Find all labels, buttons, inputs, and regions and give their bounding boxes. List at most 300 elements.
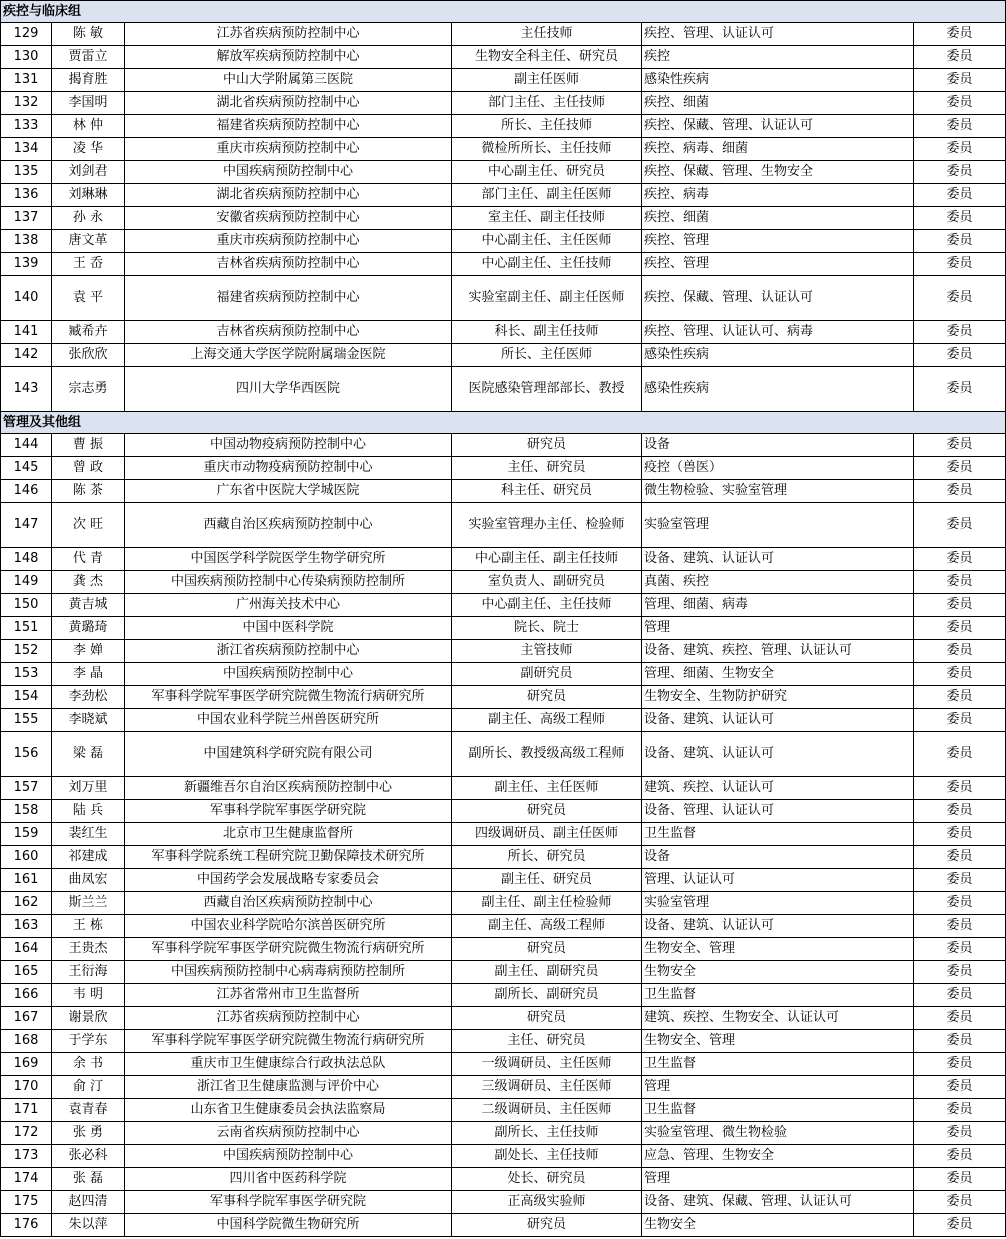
member-field: 疾控、管理 <box>642 253 914 276</box>
table-row <box>1 230 1006 253</box>
member-name: 揭育胜 <box>52 69 125 92</box>
member-field: 实验室管理 <box>642 503 914 548</box>
table-row <box>1 640 1006 663</box>
member-organization: 中国疾病预防控制中心 <box>125 1145 452 1168</box>
row-number: 156 <box>1 732 52 777</box>
member-name: 斯兰兰 <box>52 892 125 915</box>
member-position: 正高级实验师 <box>452 1191 642 1214</box>
member-field: 疾控 <box>642 46 914 69</box>
row-number: 146 <box>1 480 52 503</box>
table-row <box>1 1145 1006 1168</box>
member-field: 应急、管理、生物安全 <box>642 1145 914 1168</box>
member-field: 疾控、细菌 <box>642 207 914 230</box>
member-name: 李劲松 <box>52 686 125 709</box>
row-number: 130 <box>1 46 52 69</box>
row-number: 175 <box>1 1191 52 1214</box>
row-number: 150 <box>1 594 52 617</box>
member-role: 委员 <box>914 115 1006 138</box>
member-organization: 军事科学院军事医学研究院 <box>125 1191 452 1214</box>
row-number: 160 <box>1 846 52 869</box>
table-row <box>1 321 1006 344</box>
member-field: 疾控、病毒、细菌 <box>642 138 914 161</box>
member-role: 委员 <box>914 1191 1006 1214</box>
row-number: 174 <box>1 1168 52 1191</box>
member-position: 主管技师 <box>452 640 642 663</box>
row-number: 138 <box>1 230 52 253</box>
member-organization: 广州海关技术中心 <box>125 594 452 617</box>
member-name: 宗志勇 <box>52 367 125 412</box>
member-organization: 吉林省疾病预防控制中心 <box>125 321 452 344</box>
row-number: 157 <box>1 777 52 800</box>
row-number: 129 <box>1 23 52 46</box>
member-organization: 云南省疾病预防控制中心 <box>125 1122 452 1145</box>
member-name: 曲凤宏 <box>52 869 125 892</box>
member-role: 委员 <box>914 253 1006 276</box>
member-field: 生物安全、管理 <box>642 1030 914 1053</box>
member-organization: 福建省疾病预防控制中心 <box>125 115 452 138</box>
member-position: 所长、主任医师 <box>452 344 642 367</box>
member-field: 生物安全、生物防护研究 <box>642 686 914 709</box>
member-position: 处长、研究员 <box>452 1168 642 1191</box>
member-organization: 中国农业科学院兰州兽医研究所 <box>125 709 452 732</box>
member-role: 委员 <box>914 276 1006 321</box>
member-organization: 安徽省疾病预防控制中心 <box>125 207 452 230</box>
member-position: 三级调研员、主任医师 <box>452 1076 642 1099</box>
member-field: 生物安全 <box>642 1214 914 1237</box>
member-role: 委员 <box>914 823 1006 846</box>
member-role: 委员 <box>914 571 1006 594</box>
member-organization: 重庆市动物疫病预防控制中心 <box>125 457 452 480</box>
table-row <box>1 777 1006 800</box>
member-organization: 江苏省疾病预防控制中心 <box>125 1007 452 1030</box>
member-name: 次 旺 <box>52 503 125 548</box>
member-organization: 中国医学科学院医学生物学研究所 <box>125 548 452 571</box>
member-name: 刘万里 <box>52 777 125 800</box>
member-position: 副主任、高级工程师 <box>452 915 642 938</box>
member-position: 中心副主任、副主任技师 <box>452 548 642 571</box>
member-role: 委员 <box>914 321 1006 344</box>
member-name: 孙 永 <box>52 207 125 230</box>
member-organization: 中国科学院微生物研究所 <box>125 1214 452 1237</box>
row-number: 164 <box>1 938 52 961</box>
table-row <box>1 480 1006 503</box>
member-organization: 中国疾病预防控制中心 <box>125 161 452 184</box>
member-organization: 山东省卫生健康委员会执法监察局 <box>125 1099 452 1122</box>
member-field: 微生物检验、实验室管理 <box>642 480 914 503</box>
table-row <box>1 69 1006 92</box>
member-role: 委员 <box>914 663 1006 686</box>
table-row <box>1 276 1006 321</box>
member-position: 副研究员 <box>452 663 642 686</box>
member-field: 疫控（兽医） <box>642 457 914 480</box>
member-position: 副主任、主任医师 <box>452 777 642 800</box>
section-title: 疾控与临床组 <box>1 1 1006 23</box>
table-row <box>1 1076 1006 1099</box>
member-position: 室主任、副主任技师 <box>452 207 642 230</box>
member-field: 感染性疾病 <box>642 367 914 412</box>
table-row <box>1 1122 1006 1145</box>
member-position: 二级调研员、主任医师 <box>452 1099 642 1122</box>
member-role: 委员 <box>914 938 1006 961</box>
table-row <box>1 1168 1006 1191</box>
member-role: 委员 <box>914 161 1006 184</box>
member-field: 设备 <box>642 846 914 869</box>
member-organization: 湖北省疾病预防控制中心 <box>125 184 452 207</box>
member-position: 科长、副主任技师 <box>452 321 642 344</box>
member-role: 委员 <box>914 69 1006 92</box>
member-organization: 中国中医科学院 <box>125 617 452 640</box>
member-name: 曾 政 <box>52 457 125 480</box>
member-position: 研究员 <box>452 938 642 961</box>
member-role: 委员 <box>914 138 1006 161</box>
member-field: 疾控、管理、认证认可、病毒 <box>642 321 914 344</box>
member-position: 部门主任、副主任医师 <box>452 184 642 207</box>
member-position: 所长、主任技师 <box>452 115 642 138</box>
member-field: 疾控、病毒 <box>642 184 914 207</box>
member-position: 一级调研员、主任医师 <box>452 1053 642 1076</box>
member-organization: 浙江省卫生健康监测与评价中心 <box>125 1076 452 1099</box>
row-number: 167 <box>1 1007 52 1030</box>
row-number: 153 <box>1 663 52 686</box>
member-name: 张欣欣 <box>52 344 125 367</box>
member-field: 生物安全 <box>642 961 914 984</box>
member-field: 设备、建筑、认证认可 <box>642 732 914 777</box>
member-role: 委员 <box>914 777 1006 800</box>
member-organization: 浙江省疾病预防控制中心 <box>125 640 452 663</box>
member-name: 袁 平 <box>52 276 125 321</box>
member-role: 委员 <box>914 434 1006 457</box>
member-role: 委员 <box>914 892 1006 915</box>
member-position: 中心副主任、主任技师 <box>452 594 642 617</box>
member-field: 管理 <box>642 1076 914 1099</box>
member-organization: 军事科学院军事医学研究院 <box>125 800 452 823</box>
row-number: 149 <box>1 571 52 594</box>
member-organization: 军事科学院军事医学研究院微生物流行病研究所 <box>125 938 452 961</box>
table-row <box>1 823 1006 846</box>
member-position: 医院感染管理部部长、教授 <box>452 367 642 412</box>
member-name: 龚 杰 <box>52 571 125 594</box>
row-number: 166 <box>1 984 52 1007</box>
member-position: 研究员 <box>452 686 642 709</box>
member-position: 室负责人、副研究员 <box>452 571 642 594</box>
table-row <box>1 434 1006 457</box>
member-role: 委员 <box>914 1030 1006 1053</box>
row-number: 172 <box>1 1122 52 1145</box>
member-position: 副主任、副研究员 <box>452 961 642 984</box>
member-organization: 军事科学院军事医学研究院微生物流行病研究所 <box>125 686 452 709</box>
table-row <box>1 1099 1006 1122</box>
member-field: 疾控、保藏、管理、生物安全 <box>642 161 914 184</box>
member-organization: 西藏自治区疾病预防控制中心 <box>125 892 452 915</box>
section-header-row <box>1 1 1006 23</box>
table-row <box>1 207 1006 230</box>
member-name: 张 磊 <box>52 1168 125 1191</box>
member-name: 李 晶 <box>52 663 125 686</box>
row-number: 154 <box>1 686 52 709</box>
member-name: 于学东 <box>52 1030 125 1053</box>
member-position: 四级调研员、副主任医师 <box>452 823 642 846</box>
table-row <box>1 663 1006 686</box>
row-number: 137 <box>1 207 52 230</box>
member-position: 副所长、主任技师 <box>452 1122 642 1145</box>
row-number: 152 <box>1 640 52 663</box>
member-name: 贾雷立 <box>52 46 125 69</box>
member-role: 委员 <box>914 686 1006 709</box>
member-organization: 中山大学附属第三医院 <box>125 69 452 92</box>
row-number: 163 <box>1 915 52 938</box>
member-role: 委员 <box>914 230 1006 253</box>
row-number: 171 <box>1 1099 52 1122</box>
member-role: 委员 <box>914 961 1006 984</box>
member-organization: 中国疾病预防控制中心 <box>125 663 452 686</box>
member-field: 设备、建筑、认证认可 <box>642 709 914 732</box>
member-name: 俞 汀 <box>52 1076 125 1099</box>
table-row <box>1 846 1006 869</box>
member-field: 管理 <box>642 617 914 640</box>
member-role: 委员 <box>914 1214 1006 1237</box>
table-row <box>1 961 1006 984</box>
member-position: 实验室管理办主任、检验师 <box>452 503 642 548</box>
section-header-row <box>1 412 1006 434</box>
member-field: 疾控、保藏、管理、认证认可 <box>642 276 914 321</box>
member-organization: 江苏省常州市卫生监督所 <box>125 984 452 1007</box>
member-position: 中心副主任、研究员 <box>452 161 642 184</box>
member-name: 谢景欣 <box>52 1007 125 1030</box>
member-name: 韦 明 <box>52 984 125 1007</box>
member-position: 副主任、高级工程师 <box>452 709 642 732</box>
row-number: 132 <box>1 92 52 115</box>
member-name: 林 仲 <box>52 115 125 138</box>
member-organization: 上海交通大学医学院附属瑞金医院 <box>125 344 452 367</box>
row-number: 136 <box>1 184 52 207</box>
member-name: 祁建成 <box>52 846 125 869</box>
row-number: 147 <box>1 503 52 548</box>
member-role: 委员 <box>914 732 1006 777</box>
member-organization: 中国药学会发展战略专家委员会 <box>125 869 452 892</box>
member-organization: 中国建筑科学研究院有限公司 <box>125 732 452 777</box>
member-name: 赵四清 <box>52 1191 125 1214</box>
table-row <box>1 548 1006 571</box>
member-position: 主任技师 <box>452 23 642 46</box>
member-field: 设备、建筑、认证认可 <box>642 915 914 938</box>
table-row <box>1 344 1006 367</box>
row-number: 155 <box>1 709 52 732</box>
member-name: 余 书 <box>52 1053 125 1076</box>
member-field: 卫生监督 <box>642 1099 914 1122</box>
member-position: 副主任、副主任检验师 <box>452 892 642 915</box>
member-position: 部门主任、主任技师 <box>452 92 642 115</box>
member-table-body <box>1 1 1006 1237</box>
table-row <box>1 1214 1006 1237</box>
member-field: 疾控、保藏、管理、认证认可 <box>642 115 914 138</box>
table-row <box>1 1053 1006 1076</box>
member-position: 主任、研究员 <box>452 457 642 480</box>
member-position: 实验室副主任、副主任医师 <box>452 276 642 321</box>
table-row <box>1 161 1006 184</box>
member-role: 委员 <box>914 640 1006 663</box>
member-position: 中心副主任、主任医师 <box>452 230 642 253</box>
member-field: 卫生监督 <box>642 984 914 1007</box>
member-organization: 福建省疾病预防控制中心 <box>125 276 452 321</box>
member-field: 实验室管理 <box>642 892 914 915</box>
member-role: 委员 <box>914 984 1006 1007</box>
row-number: 141 <box>1 321 52 344</box>
member-field: 疾控、管理、认证认可 <box>642 23 914 46</box>
member-name: 陆 兵 <box>52 800 125 823</box>
member-role: 委员 <box>914 1099 1006 1122</box>
member-role: 委员 <box>914 480 1006 503</box>
table-row <box>1 938 1006 961</box>
member-name: 李晓斌 <box>52 709 125 732</box>
member-name: 王 岙 <box>52 253 125 276</box>
member-position: 副所长、副研究员 <box>452 984 642 1007</box>
member-field: 感染性疾病 <box>642 69 914 92</box>
member-name: 裴红生 <box>52 823 125 846</box>
row-number: 165 <box>1 961 52 984</box>
member-organization: 新疆维吾尔自治区疾病预防控制中心 <box>125 777 452 800</box>
table-row <box>1 138 1006 161</box>
member-field: 管理、细菌、病毒 <box>642 594 914 617</box>
member-role: 委员 <box>914 503 1006 548</box>
table-row <box>1 800 1006 823</box>
member-name: 陈 敏 <box>52 23 125 46</box>
table-row <box>1 46 1006 69</box>
table-row <box>1 253 1006 276</box>
member-role: 委员 <box>914 1007 1006 1030</box>
member-field: 感染性疾病 <box>642 344 914 367</box>
member-organization: 四川大学华西医院 <box>125 367 452 412</box>
member-organization: 重庆市疾病预防控制中心 <box>125 138 452 161</box>
member-role: 委员 <box>914 1053 1006 1076</box>
row-number: 162 <box>1 892 52 915</box>
member-name: 黄璐琦 <box>52 617 125 640</box>
member-name: 代 青 <box>52 548 125 571</box>
table-row <box>1 984 1006 1007</box>
table-row <box>1 1030 1006 1053</box>
member-position: 主任、研究员 <box>452 1030 642 1053</box>
table-row <box>1 92 1006 115</box>
table-row <box>1 617 1006 640</box>
member-name: 袁青春 <box>52 1099 125 1122</box>
member-organization: 四川省中医药科学院 <box>125 1168 452 1191</box>
member-role: 委员 <box>914 846 1006 869</box>
row-number: 140 <box>1 276 52 321</box>
member-position: 副主任医师 <box>452 69 642 92</box>
member-position: 研究员 <box>452 1214 642 1237</box>
member-name: 唐文革 <box>52 230 125 253</box>
member-name: 朱以萍 <box>52 1214 125 1237</box>
member-organization: 中国疾病预防控制中心传染病预防控制所 <box>125 571 452 594</box>
member-field: 疾控、细菌 <box>642 92 914 115</box>
member-organization: 吉林省疾病预防控制中心 <box>125 253 452 276</box>
member-name: 梁 磊 <box>52 732 125 777</box>
table-row <box>1 869 1006 892</box>
row-number: 159 <box>1 823 52 846</box>
row-number: 135 <box>1 161 52 184</box>
row-number: 134 <box>1 138 52 161</box>
table-row <box>1 1191 1006 1214</box>
table-row <box>1 732 1006 777</box>
table-row <box>1 184 1006 207</box>
member-name: 李国明 <box>52 92 125 115</box>
member-field: 生物安全、管理 <box>642 938 914 961</box>
member-name: 陈 茶 <box>52 480 125 503</box>
member-field: 卫生监督 <box>642 823 914 846</box>
member-field: 设备、建筑、疾控、管理、认证认可 <box>642 640 914 663</box>
member-field: 实验室管理、微生物检验 <box>642 1122 914 1145</box>
member-organization: 军事科学院系统工程研究院卫勤保障技术研究所 <box>125 846 452 869</box>
member-organization: 中国农业科学院哈尔滨兽医研究所 <box>125 915 452 938</box>
member-position: 科主任、研究员 <box>452 480 642 503</box>
member-position: 研究员 <box>452 800 642 823</box>
member-organization: 西藏自治区疾病预防控制中心 <box>125 503 452 548</box>
member-name: 李 婵 <box>52 640 125 663</box>
member-field: 设备 <box>642 434 914 457</box>
member-position: 副所长、教授级高级工程师 <box>452 732 642 777</box>
member-name: 张必科 <box>52 1145 125 1168</box>
member-role: 委员 <box>914 709 1006 732</box>
member-field: 卫生监督 <box>642 1053 914 1076</box>
row-number: 158 <box>1 800 52 823</box>
member-organization: 广东省中医院大学城医院 <box>125 480 452 503</box>
member-organization: 重庆市卫生健康综合行政执法总队 <box>125 1053 452 1076</box>
member-role: 委员 <box>914 184 1006 207</box>
member-role: 委员 <box>914 207 1006 230</box>
member-role: 委员 <box>914 617 1006 640</box>
row-number: 176 <box>1 1214 52 1237</box>
member-name: 刘琳琳 <box>52 184 125 207</box>
member-field: 设备、管理、认证认可 <box>642 800 914 823</box>
member-position: 院长、院士 <box>452 617 642 640</box>
member-role: 委员 <box>914 46 1006 69</box>
row-number: 170 <box>1 1076 52 1099</box>
member-position: 所长、研究员 <box>452 846 642 869</box>
member-name: 王衍海 <box>52 961 125 984</box>
member-name: 刘剑君 <box>52 161 125 184</box>
member-field: 建筑、疾控、生物安全、认证认可 <box>642 1007 914 1030</box>
member-role: 委员 <box>914 1076 1006 1099</box>
table-row <box>1 571 1006 594</box>
table-row <box>1 503 1006 548</box>
member-organization: 湖北省疾病预防控制中心 <box>125 92 452 115</box>
member-organization: 江苏省疾病预防控制中心 <box>125 23 452 46</box>
table-row <box>1 686 1006 709</box>
member-name: 王 栋 <box>52 915 125 938</box>
member-field: 管理、认证认可 <box>642 869 914 892</box>
table-row <box>1 915 1006 938</box>
member-role: 委员 <box>914 367 1006 412</box>
member-position: 研究员 <box>452 1007 642 1030</box>
row-number: 169 <box>1 1053 52 1076</box>
table-row <box>1 115 1006 138</box>
member-role: 委员 <box>914 457 1006 480</box>
row-number: 139 <box>1 253 52 276</box>
row-number: 145 <box>1 457 52 480</box>
member-role: 委员 <box>914 594 1006 617</box>
member-position: 中心副主任、主任技师 <box>452 253 642 276</box>
member-role: 委员 <box>914 869 1006 892</box>
member-field: 设备、建筑、保藏、管理、认证认可 <box>642 1191 914 1214</box>
table-row <box>1 709 1006 732</box>
member-role: 委员 <box>914 800 1006 823</box>
member-field: 设备、建筑、认证认可 <box>642 548 914 571</box>
member-organization: 重庆市疾病预防控制中心 <box>125 230 452 253</box>
member-role: 委员 <box>914 92 1006 115</box>
member-name: 王贵杰 <box>52 938 125 961</box>
member-name: 臧希卉 <box>52 321 125 344</box>
row-number: 148 <box>1 548 52 571</box>
member-organization: 中国疾病预防控制中心病毒病预防控制所 <box>125 961 452 984</box>
